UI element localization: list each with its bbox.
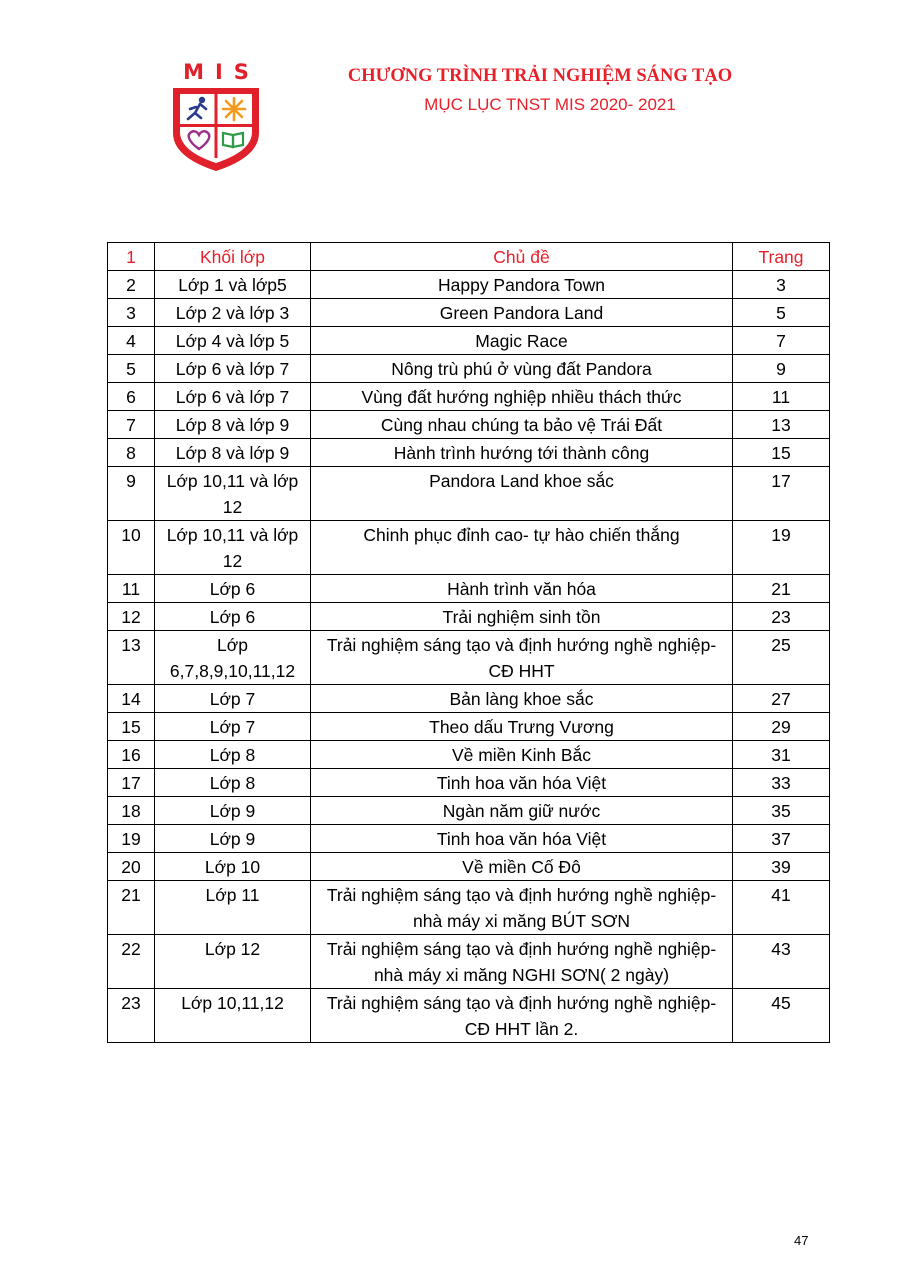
- cell-grade: Lớp 6 và lớp 7: [155, 355, 311, 383]
- cell-grade: Lớp 8 và lớp 9: [155, 411, 311, 439]
- header-grade: Khối lớp: [155, 243, 311, 271]
- cell-stt: 4: [108, 327, 155, 355]
- cell-stt: 11: [108, 575, 155, 603]
- cell-grade: Lớp 10,11 và lớp 12: [155, 467, 311, 521]
- table-row: [108, 467, 830, 521]
- table-row: [108, 631, 830, 685]
- cell-page: 19: [733, 521, 830, 575]
- table-row: [108, 853, 830, 881]
- table-row: [108, 383, 830, 411]
- cell-page: 21: [733, 575, 830, 603]
- toc-table: [107, 242, 830, 1043]
- cell-stt: 23: [108, 989, 155, 1043]
- program-title: CHƯƠNG TRÌNH TRẢI NGHIỆM SÁNG TẠO: [347, 66, 733, 86]
- cell-topic: Trải nghiệm sáng tạo và định hướng nghề nghiệp- CĐ HHT lần 2.: [311, 989, 733, 1043]
- cell-stt: 10: [108, 521, 155, 575]
- mis-logo: [166, 60, 266, 175]
- cell-topic: Bản làng khoe sắc: [311, 685, 733, 713]
- cell-grade: Lớp 6,7,8,9,10,11,12: [155, 631, 311, 685]
- cell-topic: Ngàn năm giữ nước: [311, 797, 733, 825]
- cell-grade: Lớp 7: [155, 685, 311, 713]
- cell-stt: 9: [108, 467, 155, 521]
- cell-grade: Lớp 7: [155, 713, 311, 741]
- cell-topic: Green Pandora Land: [311, 299, 733, 327]
- cell-stt: 7: [108, 411, 155, 439]
- cell-stt: 20: [108, 853, 155, 881]
- cell-grade: Lớp 10,11 và lớp 12: [155, 521, 311, 575]
- cell-page: 27: [733, 685, 830, 713]
- cell-topic: Trải nghiệm sáng tạo và định hướng nghề nghiệp- nhà máy xi măng NGHI SƠN( 2 ngày): [311, 935, 733, 989]
- cell-page: 33: [733, 769, 830, 797]
- cell-page: 13: [733, 411, 830, 439]
- table-header-row: [108, 243, 830, 271]
- cell-page: 45: [733, 989, 830, 1043]
- cell-stt: 6: [108, 383, 155, 411]
- cell-stt: 12: [108, 603, 155, 631]
- cell-stt: 8: [108, 439, 155, 467]
- table-row: [108, 439, 830, 467]
- cell-page: 35: [733, 797, 830, 825]
- cell-page: 17: [733, 467, 830, 521]
- cell-page: 15: [733, 439, 830, 467]
- cell-stt: 21: [108, 881, 155, 935]
- logo-text: MIS: [183, 60, 260, 84]
- cell-grade: Lớp 11: [155, 881, 311, 935]
- cell-topic: Cùng nhau chúng ta bảo vệ Trái Đất: [311, 411, 733, 439]
- cell-page: 3: [733, 271, 830, 299]
- cell-topic: Pandora Land khoe sắc: [311, 467, 733, 521]
- table-row: [108, 603, 830, 631]
- cell-topic: Về miền Kinh Bắc: [311, 741, 733, 769]
- cell-stt: 3: [108, 299, 155, 327]
- cell-page: 41: [733, 881, 830, 935]
- cell-topic: Chinh phục đỉnh cao- tự hào chiến thắng: [311, 521, 733, 575]
- cell-page: 9: [733, 355, 830, 383]
- table-row: [108, 327, 830, 355]
- table-row: [108, 713, 830, 741]
- cell-stt: 15: [108, 713, 155, 741]
- cell-topic: Theo dấu Trưng Vương: [311, 713, 733, 741]
- cell-page: 7: [733, 327, 830, 355]
- cell-topic: Tinh hoa văn hóa Việt: [311, 769, 733, 797]
- cell-grade: Lớp 6 và lớp 7: [155, 383, 311, 411]
- cell-page: 11: [733, 383, 830, 411]
- cell-grade: Lớp 9: [155, 825, 311, 853]
- cell-stt: 14: [108, 685, 155, 713]
- cell-topic: Trải nghiệm sáng tạo và định hướng nghề nghiệp- CĐ HHT: [311, 631, 733, 685]
- shield-icon: [170, 85, 262, 173]
- cell-grade: Lớp 12: [155, 935, 311, 989]
- table-row: [108, 989, 830, 1043]
- table-row: [108, 935, 830, 989]
- cell-stt: 2: [108, 271, 155, 299]
- cell-grade: Lớp 10,11,12: [155, 989, 311, 1043]
- cell-grade: Lớp 1 và lớp5: [155, 271, 311, 299]
- cell-page: 39: [733, 853, 830, 881]
- cell-topic: Về miền Cố Đô: [311, 853, 733, 881]
- cell-stt: 13: [108, 631, 155, 685]
- table-row: [108, 825, 830, 853]
- cell-page: 5: [733, 299, 830, 327]
- cell-grade: Lớp 2 và lớp 3: [155, 299, 311, 327]
- sun-icon: [223, 98, 245, 120]
- cell-topic: Trải nghiệm sáng tạo và định hướng nghề nghiệp- nhà máy xi măng BÚT SƠN: [311, 881, 733, 935]
- cell-topic: Tinh hoa văn hóa Việt: [311, 825, 733, 853]
- cell-topic: Hành trình hướng tới thành công: [311, 439, 733, 467]
- cell-stt: 18: [108, 797, 155, 825]
- cell-page: 23: [733, 603, 830, 631]
- cell-grade: Lớp 6: [155, 603, 311, 631]
- cell-grade: Lớp 9: [155, 797, 311, 825]
- cell-topic: Trải nghiệm sinh tồn: [311, 603, 733, 631]
- cell-stt: 16: [108, 741, 155, 769]
- table-row: [108, 355, 830, 383]
- cell-grade: Lớp 6: [155, 575, 311, 603]
- table-row: [108, 575, 830, 603]
- cell-topic: Hành trình văn hóa: [311, 575, 733, 603]
- cell-page: 37: [733, 825, 830, 853]
- header-page: Trang: [733, 243, 830, 271]
- cell-page: 43: [733, 935, 830, 989]
- toc-subtitle: MỤC LỤC TNST MIS 2020- 2021: [424, 95, 676, 114]
- cell-stt: 5: [108, 355, 155, 383]
- table-row: [108, 769, 830, 797]
- cell-topic: Happy Pandora Town: [311, 271, 733, 299]
- cell-grade: Lớp 8 và lớp 9: [155, 439, 311, 467]
- cell-topic: Nông trù phú ở vùng đất Pandora: [311, 355, 733, 383]
- cell-topic: Vùng đất hướng nghiệp nhiều thách thức: [311, 383, 733, 411]
- cell-grade: Lớp 8: [155, 769, 311, 797]
- table-row: [108, 411, 830, 439]
- cell-grade: Lớp 10: [155, 853, 311, 881]
- page-number: 47: [794, 1233, 809, 1248]
- cell-grade: Lớp 4 và lớp 5: [155, 327, 311, 355]
- header-topic: Chủ đề: [311, 243, 733, 271]
- table-row: [108, 741, 830, 769]
- table-row: [108, 881, 830, 935]
- cell-stt: 22: [108, 935, 155, 989]
- cell-page: 25: [733, 631, 830, 685]
- cell-stt: 19: [108, 825, 155, 853]
- cell-page: 29: [733, 713, 830, 741]
- cell-stt: 17: [108, 769, 155, 797]
- table-row: [108, 299, 830, 327]
- header-stt: 1: [108, 243, 155, 271]
- cell-topic: Magic Race: [311, 327, 733, 355]
- table-row: [108, 521, 830, 575]
- table-row: [108, 271, 830, 299]
- table-row: [108, 797, 830, 825]
- cell-page: 31: [733, 741, 830, 769]
- table-row: [108, 685, 830, 713]
- cell-grade: Lớp 8: [155, 741, 311, 769]
